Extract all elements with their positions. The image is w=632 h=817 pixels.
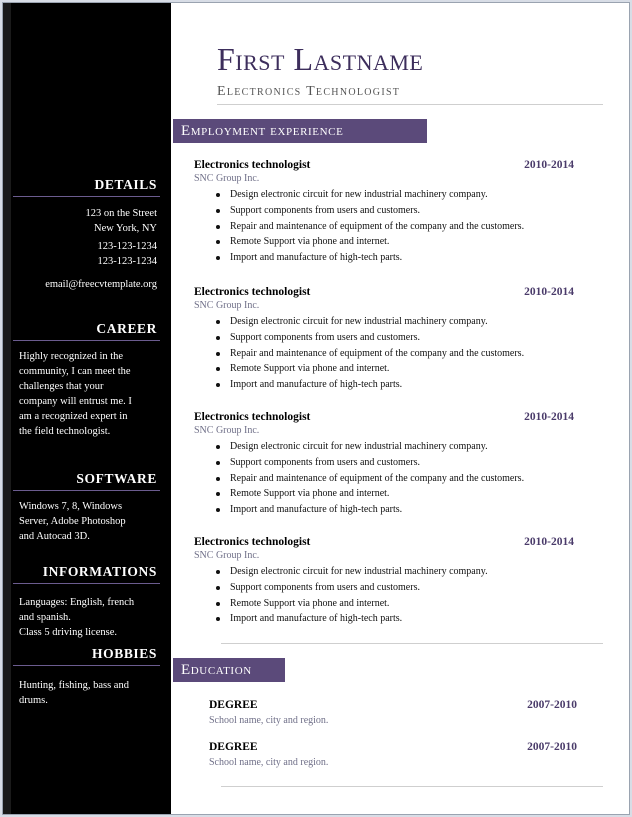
job-duty: Support components from users and customers. bbox=[216, 455, 524, 471]
hobbies-heading: HOBBIES bbox=[92, 646, 157, 661]
job-entry bbox=[194, 536, 578, 636]
job-duty: Design electronic circuit for new industrial machinery company. bbox=[216, 564, 488, 580]
resume-page bbox=[2, 2, 630, 815]
phone-line-1: 123-123-1234 bbox=[97, 241, 157, 252]
job-dates: 2010-2014 bbox=[524, 159, 574, 171]
job-duty: Remote Support via phone and internet. bbox=[216, 596, 488, 612]
software-line: Windows 7, 8, Windows bbox=[19, 501, 123, 512]
job-duty: Remote Support via phone and internet. bbox=[216, 234, 524, 250]
job-duty: Import and manufacture of high-tech parts. bbox=[216, 377, 524, 393]
header-rule bbox=[217, 104, 603, 105]
degree-dates: 2007-2010 bbox=[527, 741, 577, 753]
degree-title: DEGREE bbox=[209, 741, 258, 753]
employment-end-rule bbox=[221, 643, 603, 644]
informations-line: and spanish. bbox=[19, 612, 71, 623]
hobbies-line: drums. bbox=[19, 695, 48, 706]
informations-heading: INFORMATIONS bbox=[42, 564, 157, 579]
job-duty: Design electronic circuit for new industrial machinery company. bbox=[216, 439, 524, 455]
employment-section-bar: Employment experience bbox=[173, 119, 427, 143]
job-duties-list bbox=[216, 439, 524, 518]
phone-line-2: 123-123-1234 bbox=[97, 256, 157, 267]
hobbies-rule bbox=[13, 665, 160, 666]
informations-line: Languages: English, french bbox=[19, 597, 135, 608]
job-entry bbox=[194, 286, 578, 406]
job-duty: Repair and maintenance of equipment of the company and the customers. bbox=[216, 471, 524, 487]
details-block bbox=[19, 206, 157, 292]
job-company: SNC Group Inc. bbox=[194, 550, 260, 561]
job-title: Electronics technologist bbox=[194, 286, 311, 298]
software-rule bbox=[13, 490, 160, 491]
job-company: SNC Group Inc. bbox=[194, 300, 260, 311]
job-duty: Repair and maintenance of equipment of the company and the customers. bbox=[216, 219, 524, 235]
full-name: First Lastname bbox=[217, 41, 424, 77]
career-line: am a recognized expert in bbox=[19, 411, 128, 422]
job-dates: 2010-2014 bbox=[524, 536, 574, 548]
job-duties-list bbox=[216, 564, 488, 627]
details-heading: DETAILS bbox=[94, 177, 157, 192]
job-title: Electronics technologist bbox=[194, 536, 311, 548]
job-duty: Remote Support via phone and internet. bbox=[216, 361, 524, 377]
education-end-rule bbox=[221, 786, 603, 787]
degree-title: DEGREE bbox=[209, 699, 258, 711]
software-text bbox=[19, 499, 157, 544]
career-text bbox=[19, 349, 157, 439]
job-duty: Design electronic circuit for new industrial machinery company. bbox=[216, 187, 524, 203]
details-rule bbox=[13, 196, 160, 197]
informations-rule bbox=[13, 583, 160, 584]
education-entry bbox=[209, 741, 579, 775]
job-company: SNC Group Inc. bbox=[194, 425, 260, 436]
job-title-header: Electronics Technologist bbox=[217, 84, 401, 99]
address-line-1: 123 on the Street bbox=[85, 208, 157, 219]
informations-text bbox=[19, 595, 157, 640]
job-duty: Design electronic circuit for new industrial machinery company. bbox=[216, 314, 524, 330]
job-entry bbox=[194, 159, 578, 279]
job-entry bbox=[194, 411, 578, 531]
address-line-2: New York, NY bbox=[93, 223, 157, 234]
career-line: the field technologist. bbox=[19, 426, 111, 437]
software-line: and Autocad 3D. bbox=[19, 531, 90, 542]
job-title: Electronics technologist bbox=[194, 411, 311, 423]
career-heading: CAREER bbox=[96, 321, 157, 336]
education-section-bar: Education bbox=[173, 658, 285, 682]
job-company: SNC Group Inc. bbox=[194, 173, 260, 184]
job-duties-list bbox=[216, 314, 524, 393]
job-title: Electronics technologist bbox=[194, 159, 311, 171]
software-heading: SOFTWARE bbox=[76, 471, 157, 486]
education-entry bbox=[209, 699, 579, 733]
hobbies-line: Hunting, fishing, bass and bbox=[19, 680, 129, 691]
career-line: challenges that your bbox=[19, 381, 104, 392]
degree-dates: 2007-2010 bbox=[527, 699, 577, 711]
job-duty: Support components from users and customers. bbox=[216, 330, 524, 346]
job-duty: Remote Support via phone and internet. bbox=[216, 486, 524, 502]
career-line: company will entrust me. I bbox=[19, 396, 132, 407]
job-duty: Import and manufacture of high-tech parts. bbox=[216, 250, 524, 266]
job-dates: 2010-2014 bbox=[524, 411, 574, 423]
job-duty: Support components from users and customers. bbox=[216, 580, 488, 596]
job-duty: Import and manufacture of high-tech parts. bbox=[216, 502, 524, 518]
job-duties-list bbox=[216, 187, 524, 266]
job-duty: Repair and maintenance of equipment of the company and the customers. bbox=[216, 346, 524, 362]
career-line: Highly recognized in the bbox=[19, 351, 124, 362]
sidebar-edge-strip bbox=[3, 3, 11, 814]
school-name: School name, city and region. bbox=[209, 715, 329, 726]
hobbies-text bbox=[19, 678, 157, 708]
school-name: School name, city and region. bbox=[209, 757, 329, 768]
job-duty: Support components from users and customers. bbox=[216, 203, 524, 219]
email-link[interactable]: email@freecvtemplate.org bbox=[45, 279, 157, 290]
software-line: Server, Adobe Photoshop bbox=[19, 516, 126, 527]
career-rule bbox=[13, 340, 160, 341]
sidebar bbox=[3, 3, 171, 814]
job-dates: 2010-2014 bbox=[524, 286, 574, 298]
job-duty: Import and manufacture of high-tech parts. bbox=[216, 611, 488, 627]
career-line: community, I can meet the bbox=[19, 366, 131, 377]
informations-line: Class 5 driving license. bbox=[19, 627, 117, 638]
